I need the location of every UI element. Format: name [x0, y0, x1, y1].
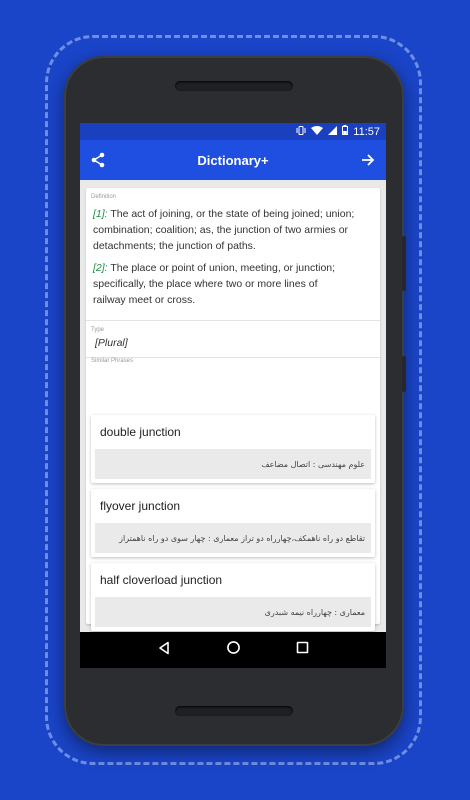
phrase-title: flyover junction — [100, 499, 181, 513]
content-scroll[interactable] — [80, 180, 386, 632]
home-icon[interactable] — [226, 640, 241, 660]
recents-icon[interactable] — [296, 641, 309, 659]
phrase-meaning: علوم مهندسی : اتصال مضاعف — [95, 449, 371, 479]
navigation-bar — [80, 632, 386, 668]
wifi-icon — [311, 126, 323, 138]
definition-number: [2]: — [93, 262, 108, 274]
definition-entry — [86, 200, 380, 254]
app-bar — [80, 140, 386, 180]
status-bar — [80, 123, 386, 140]
definition-line: specifically, the place where two or more lines of — [93, 278, 318, 290]
phrase-meaning: تقاطع دو راه ناهمکف،چهارراه دو تراز معماری : چهار سوی دو راه ناهمتراز — [95, 523, 371, 553]
definition-line: [1]: The act of joining, or the state of being joined; union; — [93, 208, 355, 220]
signal-icon — [328, 126, 337, 138]
bottom-speaker — [175, 706, 293, 716]
type-value: [Plural] — [95, 337, 128, 349]
definition-line: detachments; the junction of paths. — [93, 240, 256, 252]
phrase-card-half-cloverload-junction[interactable] — [91, 563, 375, 631]
top-speaker — [175, 81, 293, 91]
battery-icon — [342, 125, 348, 138]
phrase-meaning: معماری : چهارراه نیمه شبدری — [95, 597, 371, 627]
definition-number: [1]: — [93, 208, 108, 220]
phone-screen — [80, 123, 386, 668]
phrase-card-double-junction[interactable] — [91, 415, 375, 483]
vibrate-icon — [296, 126, 306, 138]
definition-line: railway meet or cross. — [93, 294, 196, 306]
definition-entry — [86, 254, 380, 320]
definition-label: Definition — [91, 194, 117, 200]
definition-line: [2]: The place or point of union, meeting, or junction; — [93, 262, 336, 274]
power-button — [402, 356, 406, 392]
definition-card — [86, 188, 380, 624]
phrase-title: half cloverload junction — [100, 573, 223, 587]
definition-line: combination; coalition; as, the junction of two armies or — [93, 224, 349, 236]
phrase-title: double junction — [100, 425, 181, 439]
app-title: Dictionary+ — [197, 152, 269, 168]
arrow-forward-icon[interactable] — [358, 150, 378, 170]
volume-button — [402, 236, 406, 291]
back-icon[interactable] — [157, 641, 171, 660]
similar-phrases-label: Similar Phrases — [91, 358, 134, 364]
share-icon[interactable] — [88, 150, 108, 170]
phrase-card-flyover-junction[interactable] — [91, 489, 375, 557]
clock: 11:57 — [353, 125, 380, 138]
type-label: Type — [91, 327, 105, 333]
